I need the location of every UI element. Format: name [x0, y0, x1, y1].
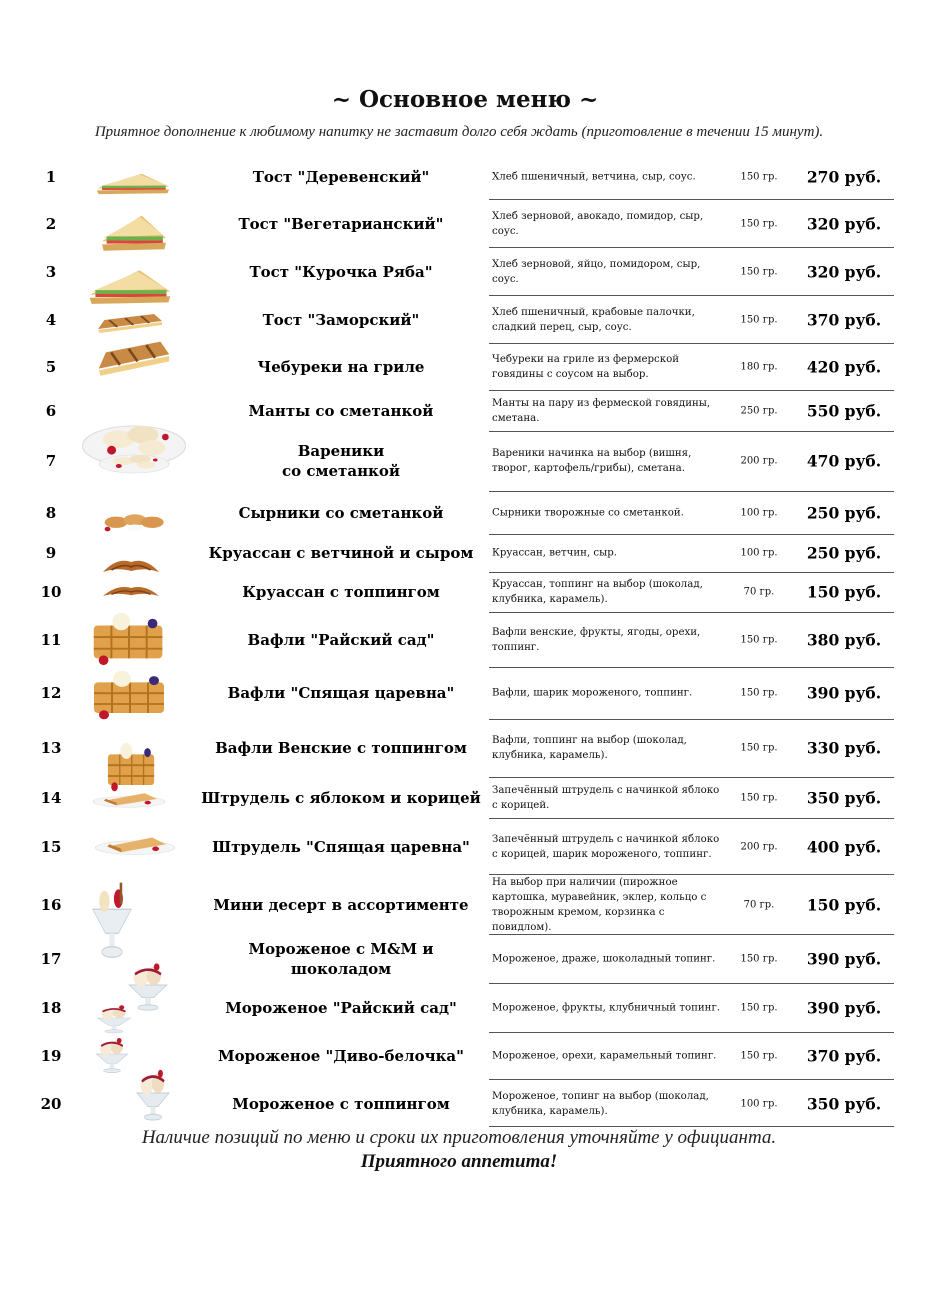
- item-price: 370 руб.: [806, 1046, 882, 1066]
- ice-cream-icon: [122, 1064, 184, 1122]
- item-description: Вафли, шарик мороженого, топпинг.: [492, 687, 693, 699]
- row-divider: [489, 247, 894, 248]
- item-number: 6: [45, 402, 57, 420]
- item-number: 7: [45, 452, 57, 470]
- item-description: Мороженое, орехи, карамельный топинг.: [492, 1050, 717, 1062]
- item-price: 390 руб.: [806, 998, 882, 1018]
- item-price: 420 руб.: [806, 357, 882, 377]
- item-number: 1: [45, 168, 57, 186]
- item-price: 550 руб.: [806, 401, 882, 421]
- pancakes-icon: [96, 503, 168, 537]
- sandwich-icon: [96, 206, 172, 254]
- waffle-icon: [82, 668, 182, 722]
- item-weight: 150 гр.: [740, 1002, 778, 1014]
- item-price: 320 руб.: [806, 262, 882, 282]
- sandwich-icon: [82, 261, 178, 307]
- item-number: 15: [40, 838, 62, 856]
- item-description: На выбор при наличии (пирожное картошка, муравейник, эклер, кольцо с творожным кремом, корзинка с повидлом).: [492, 877, 707, 933]
- item-weight: 150 гр.: [740, 953, 778, 965]
- item-price: 330 руб.: [806, 738, 882, 758]
- item-description: Хлеб зерновой, яйцо, помидором, сыр, соус.: [492, 259, 701, 285]
- item-name: Мороженое "Диво-белочка": [218, 1047, 464, 1065]
- item-number: 9: [45, 544, 57, 562]
- item-name: Тост "Курочка Ряба": [249, 263, 433, 281]
- item-weight: 100 гр.: [740, 547, 778, 559]
- row-divider: [489, 572, 894, 573]
- item-description: Хлеб пшеничный, ветчина, сыр, соус.: [492, 171, 696, 183]
- item-weight: 150 гр.: [740, 634, 778, 646]
- strudel-icon: [92, 825, 178, 859]
- row-divider: [489, 777, 894, 778]
- item-number: 3: [45, 263, 57, 281]
- item-number: 14: [40, 789, 62, 807]
- item-price: 150 руб.: [806, 895, 882, 915]
- item-weight: 150 гр.: [740, 218, 778, 230]
- item-name: Вафли "Райский сад": [247, 631, 435, 649]
- item-description: Мороженое, драже, шоколадный топинг.: [492, 953, 716, 965]
- item-price: 390 руб.: [806, 949, 882, 969]
- item-price: 250 руб.: [806, 503, 882, 523]
- waffle-icon: [82, 610, 180, 668]
- row-divider: [489, 983, 894, 984]
- item-weight: 70 гр.: [743, 586, 775, 598]
- row-divider: [489, 534, 894, 535]
- item-description: Вареники начинка на выбор (вишня, творог, картофель/грибы), сметана.: [492, 448, 692, 474]
- item-name: Мороженое "Райский сад": [225, 999, 457, 1017]
- item-price: 380 руб.: [806, 630, 882, 650]
- ice-cream-icon: [82, 1002, 146, 1034]
- row-divider: [489, 818, 894, 819]
- item-price: 320 руб.: [806, 214, 882, 234]
- item-number: 16: [40, 896, 62, 914]
- item-number: 4: [45, 311, 57, 329]
- item-number: 20: [40, 1095, 62, 1113]
- item-description: Хлеб зерновой, авокадо, помидор, сыр, соус.: [492, 211, 704, 237]
- item-name: Манты со сметанкой: [248, 402, 434, 420]
- item-number: 5: [45, 358, 57, 376]
- item-weight: 150 гр.: [740, 792, 778, 804]
- row-divider: [489, 667, 894, 668]
- item-name: Вафли "Спящая царевна": [227, 684, 455, 702]
- item-number: 17: [40, 950, 62, 968]
- item-name: Сырники со сметанкой: [238, 504, 444, 522]
- row-divider: [489, 295, 894, 296]
- item-price: 470 руб.: [806, 451, 882, 471]
- menu-subtitle: Приятное дополнение к любимому напитку не заставит долго себя ждать (приготовление в течении 15 минут).: [94, 124, 824, 140]
- item-weight: 180 гр.: [740, 361, 778, 373]
- item-number: 8: [45, 504, 57, 522]
- item-name: Штрудель "Спящая царевна": [212, 838, 470, 856]
- row-divider: [489, 612, 894, 613]
- grilled-toast-icon: [90, 329, 178, 383]
- row-divider: [489, 719, 894, 720]
- item-name: Круассан с топпингом: [242, 583, 440, 601]
- item-price: 150 руб.: [806, 582, 882, 602]
- item-description: Мороженое, топинг на выбор (шоколад, клубника, карамель).: [492, 1091, 709, 1117]
- footer-bye: Приятного аппетита!: [360, 1151, 558, 1172]
- item-price: 350 руб.: [806, 788, 882, 808]
- item-number: 19: [40, 1047, 62, 1065]
- item-price: 390 руб.: [806, 683, 882, 703]
- item-weight: 150 гр.: [740, 687, 778, 699]
- item-weight: 150 гр.: [740, 314, 778, 326]
- sandwich-icon: [90, 168, 176, 196]
- item-number: 10: [40, 583, 62, 601]
- item-weight: 100 гр.: [740, 507, 778, 519]
- item-description: Вафли венские, фрукты, ягоды, орехи, топпинг.: [492, 627, 701, 653]
- item-name: Вафли Венские с топпингом: [215, 739, 467, 757]
- item-description: Мороженое, фрукты, клубничный топинг.: [492, 1002, 721, 1014]
- row-divider: [489, 1032, 894, 1033]
- item-weight: 150 гр.: [740, 742, 778, 754]
- item-number: 12: [40, 684, 62, 702]
- item-name: Тост "Деревенский": [252, 168, 430, 186]
- dumplings-icon: [96, 445, 172, 475]
- footer-note: Наличие позиций по меню и сроки их приготовления уточняйте у официанта.: [141, 1127, 777, 1148]
- item-name: Тост "Вегетарианский": [238, 215, 444, 233]
- menu-title: ~ Основное меню ~: [331, 86, 599, 113]
- croissant-icon: [96, 552, 166, 582]
- item-description: Сырники творожные со сметанкой.: [492, 507, 684, 519]
- item-name: Мороженое с топпингом: [232, 1095, 450, 1113]
- item-description: Чебуреки на гриле из фермерской говядины с соусом на выбор.: [492, 354, 680, 380]
- item-weight: 100 гр.: [740, 1098, 778, 1110]
- croissant-icon: [96, 580, 166, 604]
- item-weight: 200 гр.: [740, 841, 778, 853]
- item-name: Мороженое с M&M и шоколадом: [248, 940, 434, 978]
- item-weight: 70 гр.: [743, 899, 775, 911]
- item-price: 400 руб.: [806, 837, 882, 857]
- item-number: 11: [40, 631, 62, 649]
- item-weight: 250 гр.: [740, 405, 778, 417]
- item-description: Круассан, ветчин, сыр.: [492, 547, 617, 559]
- item-description: Манты на пару из фермеской говядины, сметана.: [492, 398, 711, 424]
- item-price: 270 руб.: [806, 167, 882, 187]
- row-divider: [489, 431, 894, 432]
- item-price: 250 руб.: [806, 543, 882, 563]
- item-number: 18: [40, 999, 62, 1017]
- item-number: 13: [40, 739, 62, 757]
- item-description: Запечённый штрудель с начинкой яблоко с корицей.: [492, 785, 720, 811]
- row-divider: [489, 343, 894, 344]
- row-divider: [489, 491, 894, 492]
- item-price: 350 руб.: [806, 1094, 882, 1114]
- item-number: 2: [45, 215, 57, 233]
- item-name: Тост "Заморский": [262, 311, 420, 329]
- item-description: Круассан, топпинг на выбор (шоколад, клубника, карамель).: [492, 579, 703, 605]
- item-weight: 150 гр.: [740, 171, 778, 183]
- row-divider: [489, 199, 894, 200]
- item-description: Вафли, топпинг на выбор (шоколад, клубника, карамель).: [492, 735, 687, 761]
- item-name: Круассан с ветчиной и сыром: [208, 544, 474, 562]
- item-description: Запечённый штрудель с начинкой яблоко с корицей, шарик мороженого, топпинг.: [492, 834, 720, 860]
- row-divider: [489, 390, 894, 391]
- strudel-icon: [90, 783, 168, 811]
- item-name: Вареники со сметанкой: [281, 442, 401, 480]
- dessert-cup-icon: [80, 880, 144, 960]
- item-name: Штрудель с яблоком и корицей: [201, 789, 481, 807]
- item-name: Чебуреки на гриле: [257, 358, 425, 376]
- item-price: 370 руб.: [806, 310, 882, 330]
- item-weight: 200 гр.: [740, 455, 778, 467]
- item-weight: 150 гр.: [740, 1050, 778, 1062]
- item-name: Мини десерт в ассортименте: [213, 896, 469, 914]
- row-divider: [489, 1079, 894, 1080]
- item-weight: 150 гр.: [740, 266, 778, 278]
- row-divider: [489, 934, 894, 935]
- item-description: Хлеб пшеничный, крабовые палочки, сладкий перец, сыр, соус.: [492, 307, 695, 333]
